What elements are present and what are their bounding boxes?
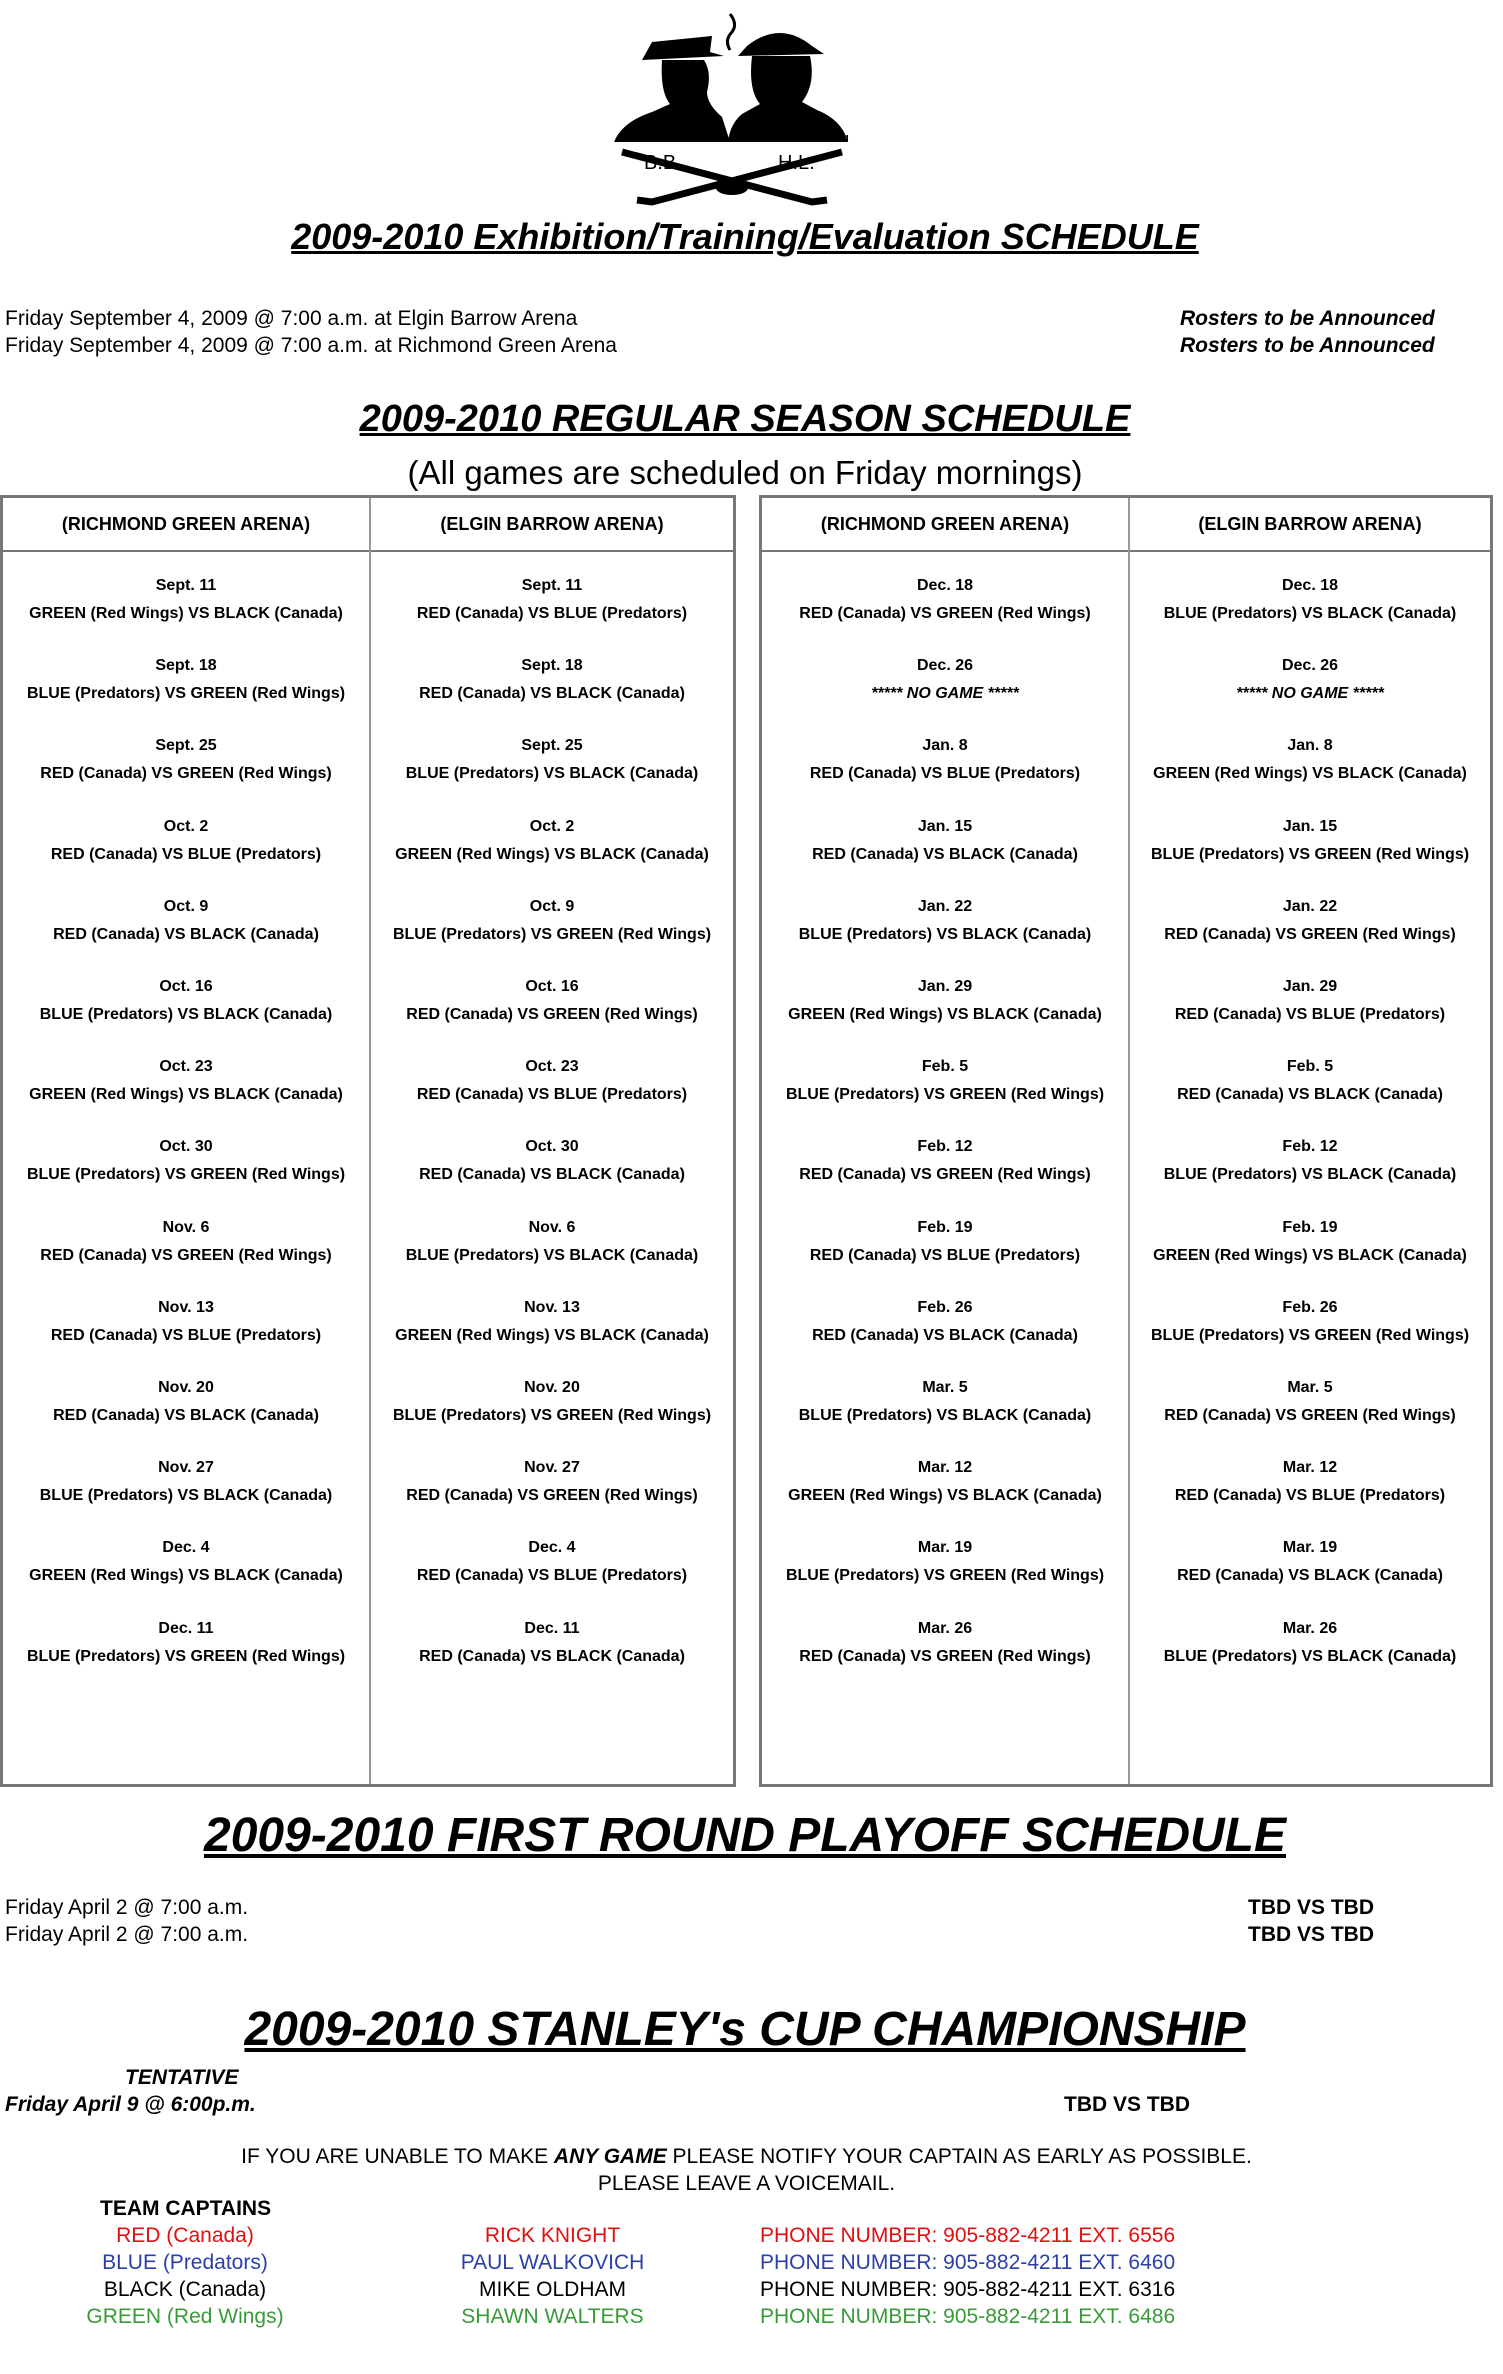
game-entry: [371, 732, 733, 788]
game-matchup: BLUE (Predators) VS BLACK (Canada): [798, 1407, 1092, 1424]
game-date: Sept. 18: [155, 657, 217, 675]
game-date: Dec. 4: [162, 1539, 210, 1557]
game-date: Feb. 26: [917, 1298, 973, 1316]
game-matchup: RED (Canada) VS BLUE (Predators): [50, 1326, 322, 1344]
game-entry: [1130, 572, 1490, 628]
playoff-match-1: TBD VS TBD: [1248, 1896, 1374, 1919]
game-entry: [371, 1214, 733, 1270]
game-matchup: BLUE (Predators) VS BLACK (Canada): [1163, 1647, 1457, 1665]
game-entry: [371, 572, 733, 628]
game-date: Nov. 20: [158, 1379, 214, 1396]
game-matchup: RED (Canada) VS BLUE (Predators): [50, 845, 322, 863]
captain-phone: PHONE NUMBER: 905-882-4211 EXT. 6556: [760, 2224, 1176, 2247]
game-date: Oct. 16: [525, 978, 579, 995]
championship-match: TBD VS TBD: [1064, 2093, 1190, 2116]
game-date: Nov. 6: [528, 1218, 576, 1236]
game-matchup: RED (Canada) VS GREEN (Red Wings): [406, 1487, 698, 1505]
game-matchup: RED (Canada) VS GREEN (Red Wings): [40, 1246, 332, 1264]
game-matchup: RED (Canada) VS GREEN (Red Wings): [40, 765, 332, 783]
game-date: Sept. 11: [521, 577, 583, 594]
game-matchup: BLUE (Predators) VS GREEN (Red Wings): [26, 685, 346, 703]
game-date: Oct. 2: [163, 817, 209, 835]
exhibition-title: 2009-2010 Exhibition/Training/Evaluation SCHEDULE: [291, 216, 1199, 257]
game-date: Feb. 19: [1282, 1218, 1338, 1236]
game-entry: [762, 572, 1128, 628]
playoff-line-2: Friday April 2 @ 7:00 a.m.: [5, 1923, 249, 1946]
game-date: Oct. 9: [163, 897, 209, 915]
championship-title: 2009-2010 STANLEY's CUP CHAMPIONSHIP: [244, 2003, 1246, 2056]
game-entry: [3, 1454, 369, 1510]
game-matchup: BLUE (Predators) VS BLACK (Canada): [405, 765, 699, 783]
game-entry: [371, 1374, 733, 1430]
notice-voicemail: PLEASE LEAVE A VOICEMAIL.: [597, 2172, 896, 2195]
game-entry: [3, 1133, 369, 1189]
game-entry: [371, 1133, 733, 1189]
game-entry: [371, 652, 733, 708]
game-date: Oct. 16: [159, 978, 213, 995]
game-matchup: RED (Canada) VS BLACK (Canada): [1177, 1567, 1443, 1585]
captain-team: BLACK (Canada): [103, 2278, 267, 2301]
game-entry: [3, 732, 369, 788]
captain-phone: PHONE NUMBER: 905-882-4211 EXT. 6460: [760, 2251, 1176, 2274]
game-date: Jan. 8: [922, 737, 968, 755]
game-matchup: BLUE (Predators) VS BLACK (Canada): [1163, 1166, 1457, 1184]
playoff-match-2: TBD VS TBD: [1248, 1923, 1374, 1946]
game-entry: [3, 652, 369, 708]
game-date: Sept. 25: [155, 737, 217, 755]
game-entry: [762, 732, 1128, 788]
game-matchup: GREEN (Red Wings) VS BLACK (Canada): [29, 1567, 343, 1585]
game-entry: [371, 1454, 733, 1510]
captains-heading: TEAM CAPTAINS: [100, 2197, 272, 2220]
championship-date: Friday April 9 @ 6:00p.m.: [5, 2093, 256, 2116]
game-date: Oct. 2: [529, 817, 575, 835]
game-date: Feb. 19: [917, 1218, 973, 1236]
game-matchup: RED (Canada) VS BLACK (Canada): [812, 1326, 1078, 1344]
game-entry: [1130, 1294, 1490, 1350]
game-matchup: RED (Canada) VS BLUE (Predators): [1174, 1487, 1446, 1505]
game-matchup: GREEN (Red Wings) VS BLACK (Canada): [395, 1326, 709, 1344]
game-entry: [371, 1534, 733, 1590]
game-entry: [3, 1534, 369, 1590]
game-entry: [1130, 1133, 1490, 1189]
game-date: Dec. 4: [528, 1539, 576, 1557]
schedule-table-right: [759, 495, 1493, 1787]
captain-phone: PHONE NUMBER: 905-882-4211 EXT. 6316: [760, 2278, 1176, 2301]
game-entry: [1130, 813, 1490, 869]
regular-season-title: 2009-2010 REGULAR SEASON SCHEDULE: [359, 398, 1131, 440]
game-date: Dec. 11: [158, 1619, 214, 1637]
game-date: Mar. 12: [917, 1459, 973, 1477]
game-entry: [3, 1053, 369, 1109]
game-date: Oct. 30: [525, 1138, 579, 1156]
game-date: Mar. 5: [922, 1379, 968, 1396]
logo-tm: TM: [837, 134, 849, 143]
game-matchup: RED (Canada) VS BLACK (Canada): [419, 1166, 685, 1184]
header-divider: [762, 550, 1490, 552]
game-entry: [1130, 893, 1490, 949]
logo-text-right: H.L.: [778, 152, 815, 174]
game-matchup: RED (Canada) VS BLACK (Canada): [812, 845, 1078, 863]
game-date: Jan. 22: [917, 897, 973, 915]
game-entry: [762, 1133, 1128, 1189]
game-entry: [3, 572, 369, 628]
game-matchup: RED (Canada) VS BLACK (Canada): [419, 1647, 685, 1665]
playoff-title: 2009-2010 FIRST ROUND PLAYOFF SCHEDULE: [204, 1809, 1286, 1862]
game-entry: [1130, 732, 1490, 788]
game-date: Dec. 11: [524, 1619, 580, 1637]
game-date: Oct. 23: [159, 1058, 213, 1076]
hockey-logo-icon: [612, 12, 852, 207]
game-date: Jan. 29: [917, 978, 973, 995]
game-matchup: RED (Canada) VS GREEN (Red Wings): [799, 1166, 1091, 1184]
game-entry: [3, 1374, 369, 1430]
game-date: Feb. 5: [1286, 1058, 1334, 1076]
game-entry: [762, 973, 1128, 1029]
game-matchup: RED (Canada) VS BLUE (Predators): [416, 605, 688, 622]
game-matchup: RED (Canada) VS BLUE (Predators): [416, 1086, 688, 1104]
regular-season-subtitle: (All games are scheduled on Friday mornings): [407, 454, 1083, 491]
header-divider: [3, 550, 733, 552]
game-entry: [762, 813, 1128, 869]
game-entry: [371, 893, 733, 949]
game-entry: [371, 1294, 733, 1350]
captain-name: PAUL WALKOVICH: [460, 2251, 645, 2274]
game-date: Feb. 5: [921, 1058, 969, 1076]
game-date: Nov. 20: [524, 1379, 580, 1396]
game-entry: [3, 1294, 369, 1350]
game-entry: [762, 1053, 1128, 1109]
game-matchup: BLUE (Predators) VS BLACK (Canada): [405, 1246, 699, 1264]
game-date: Dec. 26: [1281, 657, 1339, 675]
schedule-table-left: [0, 495, 736, 1787]
game-matchup: BLUE (Predators) VS GREEN (Red Wings): [392, 1407, 712, 1424]
captain-team: GREEN (Red Wings): [86, 2305, 284, 2328]
game-date: Feb. 26: [1282, 1298, 1338, 1316]
game-entry: [1130, 1214, 1490, 1270]
game-date: Nov. 13: [158, 1298, 214, 1316]
game-entry: [762, 893, 1128, 949]
game-date: Dec. 26: [916, 657, 974, 675]
game-date: Oct. 9: [529, 897, 575, 915]
game-date: Dec. 18: [916, 577, 974, 594]
game-date: Jan. 15: [917, 817, 973, 835]
game-matchup: RED (Canada) VS BLACK (Canada): [53, 925, 319, 943]
exhibition-roster-2: Rosters to be Announced: [1180, 334, 1435, 357]
game-date: Nov. 13: [524, 1298, 580, 1316]
game-entry: [371, 1615, 733, 1671]
game-matchup: BLUE (Predators) VS GREEN (Red Wings): [1150, 1326, 1470, 1344]
game-matchup: RED (Canada) VS GREEN (Red Wings): [1164, 1407, 1456, 1424]
championship-tentative: TENTATIVE: [125, 2066, 239, 2089]
game-entry: [762, 1534, 1128, 1590]
captain-phone: PHONE NUMBER: 905-882-4211 EXT. 6486: [760, 2305, 1176, 2328]
game-matchup: RED (Canada) VS BLUE (Predators): [416, 1567, 688, 1585]
captain-team: RED (Canada): [116, 2224, 254, 2247]
game-matchup: RED (Canada) VS BLACK (Canada): [419, 685, 685, 703]
game-date: Jan. 8: [1287, 737, 1333, 755]
header-elgin-barrow: (ELGIN BARROW ARENA): [1198, 514, 1422, 534]
game-date: Nov. 27: [158, 1459, 214, 1477]
game-entry: [3, 893, 369, 949]
captain-name: MIKE OLDHAM: [478, 2278, 627, 2301]
game-matchup: GREEN (Red Wings) VS BLACK (Canada): [29, 605, 343, 622]
game-entry: [762, 652, 1128, 708]
game-matchup: BLUE (Predators) VS GREEN (Red Wings): [785, 1567, 1105, 1585]
game-matchup: RED (Canada) VS BLACK (Canada): [1177, 1086, 1443, 1104]
playoff-line-1: Friday April 2 @ 7:00 a.m.: [5, 1896, 249, 1919]
game-matchup: BLUE (Predators) VS GREEN (Red Wings): [785, 1086, 1105, 1104]
game-matchup: GREEN (Red Wings) VS BLACK (Canada): [29, 1086, 343, 1104]
game-date: Sept. 18: [521, 657, 583, 675]
game-matchup: RED (Canada) VS BLUE (Predators): [1174, 1006, 1446, 1023]
game-date: Mar. 19: [1282, 1539, 1338, 1557]
game-entry: [3, 813, 369, 869]
game-entry: [762, 1615, 1128, 1671]
league-logo: [612, 12, 852, 207]
game-date: Oct. 23: [525, 1058, 579, 1076]
game-date: Mar. 5: [1287, 1379, 1333, 1396]
game-entry: [3, 1615, 369, 1671]
exhibition-line-1: Friday September 4, 2009 @ 7:00 a.m. at Elgin Barrow Arena: [5, 307, 578, 330]
notice-pre: IF YOU ARE UNABLE TO MAKE: [241, 2145, 554, 2168]
game-entry: [762, 1454, 1128, 1510]
game-matchup: GREEN (Red Wings) VS BLACK (Canada): [1153, 1246, 1467, 1264]
game-date: Oct. 30: [159, 1138, 213, 1156]
header-elgin-barrow: (ELGIN BARROW ARENA): [440, 514, 664, 534]
game-date: Mar. 26: [917, 1619, 973, 1637]
game-matchup: BLUE (Predators) VS GREEN (Red Wings): [26, 1166, 346, 1184]
game-matchup: ***** NO GAME *****: [1236, 685, 1384, 703]
game-entry: [1130, 1454, 1490, 1510]
captain-team: BLUE (Predators): [102, 2251, 268, 2274]
header-richmond-green: (RICHMOND GREEN ARENA): [61, 514, 311, 534]
game-date: Jan. 22: [1282, 897, 1338, 915]
game-matchup: RED (Canada) VS GREEN (Red Wings): [799, 605, 1091, 622]
game-date: Nov. 6: [162, 1218, 210, 1236]
game-matchup: BLUE (Predators) VS BLACK (Canada): [39, 1006, 333, 1023]
game-date: Feb. 12: [1282, 1138, 1338, 1156]
game-entry: [371, 973, 733, 1029]
game-entry: [762, 1374, 1128, 1430]
game-matchup: RED (Canada) VS GREEN (Red Wings): [1164, 925, 1456, 943]
game-matchup: GREEN (Red Wings) VS BLACK (Canada): [1153, 765, 1467, 783]
game-entry: [3, 1214, 369, 1270]
game-date: Dec. 18: [1281, 577, 1339, 594]
game-matchup: GREEN (Red Wings) VS BLACK (Canada): [788, 1006, 1102, 1023]
game-matchup: RED (Canada) VS BLUE (Predators): [809, 765, 1081, 783]
game-matchup: RED (Canada) VS BLACK (Canada): [53, 1407, 319, 1424]
header-richmond-green: (RICHMOND GREEN ARENA): [820, 514, 1070, 534]
game-matchup: BLUE (Predators) VS GREEN (Red Wings): [392, 925, 712, 943]
game-matchup: GREEN (Red Wings) VS BLACK (Canada): [395, 845, 709, 863]
game-entry: [1130, 1053, 1490, 1109]
game-matchup: BLUE (Predators) VS BLACK (Canada): [798, 925, 1092, 943]
game-entry: [371, 1053, 733, 1109]
logo-text-left: B.B.: [644, 152, 682, 174]
game-entry: [371, 813, 733, 869]
game-matchup: BLUE (Predators) VS GREEN (Red Wings): [1150, 845, 1470, 863]
game-entry: [3, 973, 369, 1029]
game-date: Mar. 26: [1282, 1619, 1338, 1637]
game-matchup: RED (Canada) VS GREEN (Red Wings): [406, 1006, 698, 1023]
game-date: Nov. 27: [524, 1459, 580, 1477]
game-matchup: BLUE (Predators) VS BLACK (Canada): [1163, 605, 1457, 622]
game-matchup: BLUE (Predators) VS BLACK (Canada): [39, 1487, 333, 1505]
game-date: Mar. 12: [1282, 1459, 1338, 1477]
game-date: Sept. 11: [155, 577, 217, 594]
game-matchup: RED (Canada) VS GREEN (Red Wings): [799, 1647, 1091, 1665]
captain-name: RICK KNIGHT: [484, 2224, 621, 2247]
game-date: Mar. 19: [917, 1539, 973, 1557]
game-entry: [762, 1214, 1128, 1270]
game-entry: [762, 1294, 1128, 1350]
game-entry: [1130, 1534, 1490, 1590]
attendance-notice: [0, 2143, 1493, 2197]
game-matchup: ***** NO GAME *****: [871, 685, 1019, 703]
game-entry: [1130, 1374, 1490, 1430]
notice-post: PLEASE NOTIFY YOUR CAPTAIN AS EARLY AS POSSIBLE.: [666, 2145, 1252, 2168]
game-date: Feb. 12: [917, 1138, 973, 1156]
exhibition-line-2: Friday September 4, 2009 @ 7:00 a.m. at Richmond Green Arena: [5, 334, 617, 357]
game-matchup: RED (Canada) VS BLUE (Predators): [809, 1246, 1081, 1264]
game-date: Jan. 29: [1282, 978, 1338, 995]
game-entry: [1130, 1615, 1490, 1671]
notice-emphasis: ANY GAME: [553, 2145, 667, 2168]
game-entry: [1130, 652, 1490, 708]
game-date: Jan. 15: [1282, 817, 1338, 835]
captain-name: SHAWN WALTERS: [461, 2305, 644, 2328]
game-matchup: GREEN (Red Wings) VS BLACK (Canada): [788, 1487, 1102, 1505]
exhibition-roster-1: Rosters to be Announced: [1180, 307, 1435, 330]
game-matchup: BLUE (Predators) VS GREEN (Red Wings): [26, 1647, 346, 1665]
game-date: Sept. 25: [521, 737, 583, 755]
game-entry: [1130, 973, 1490, 1029]
